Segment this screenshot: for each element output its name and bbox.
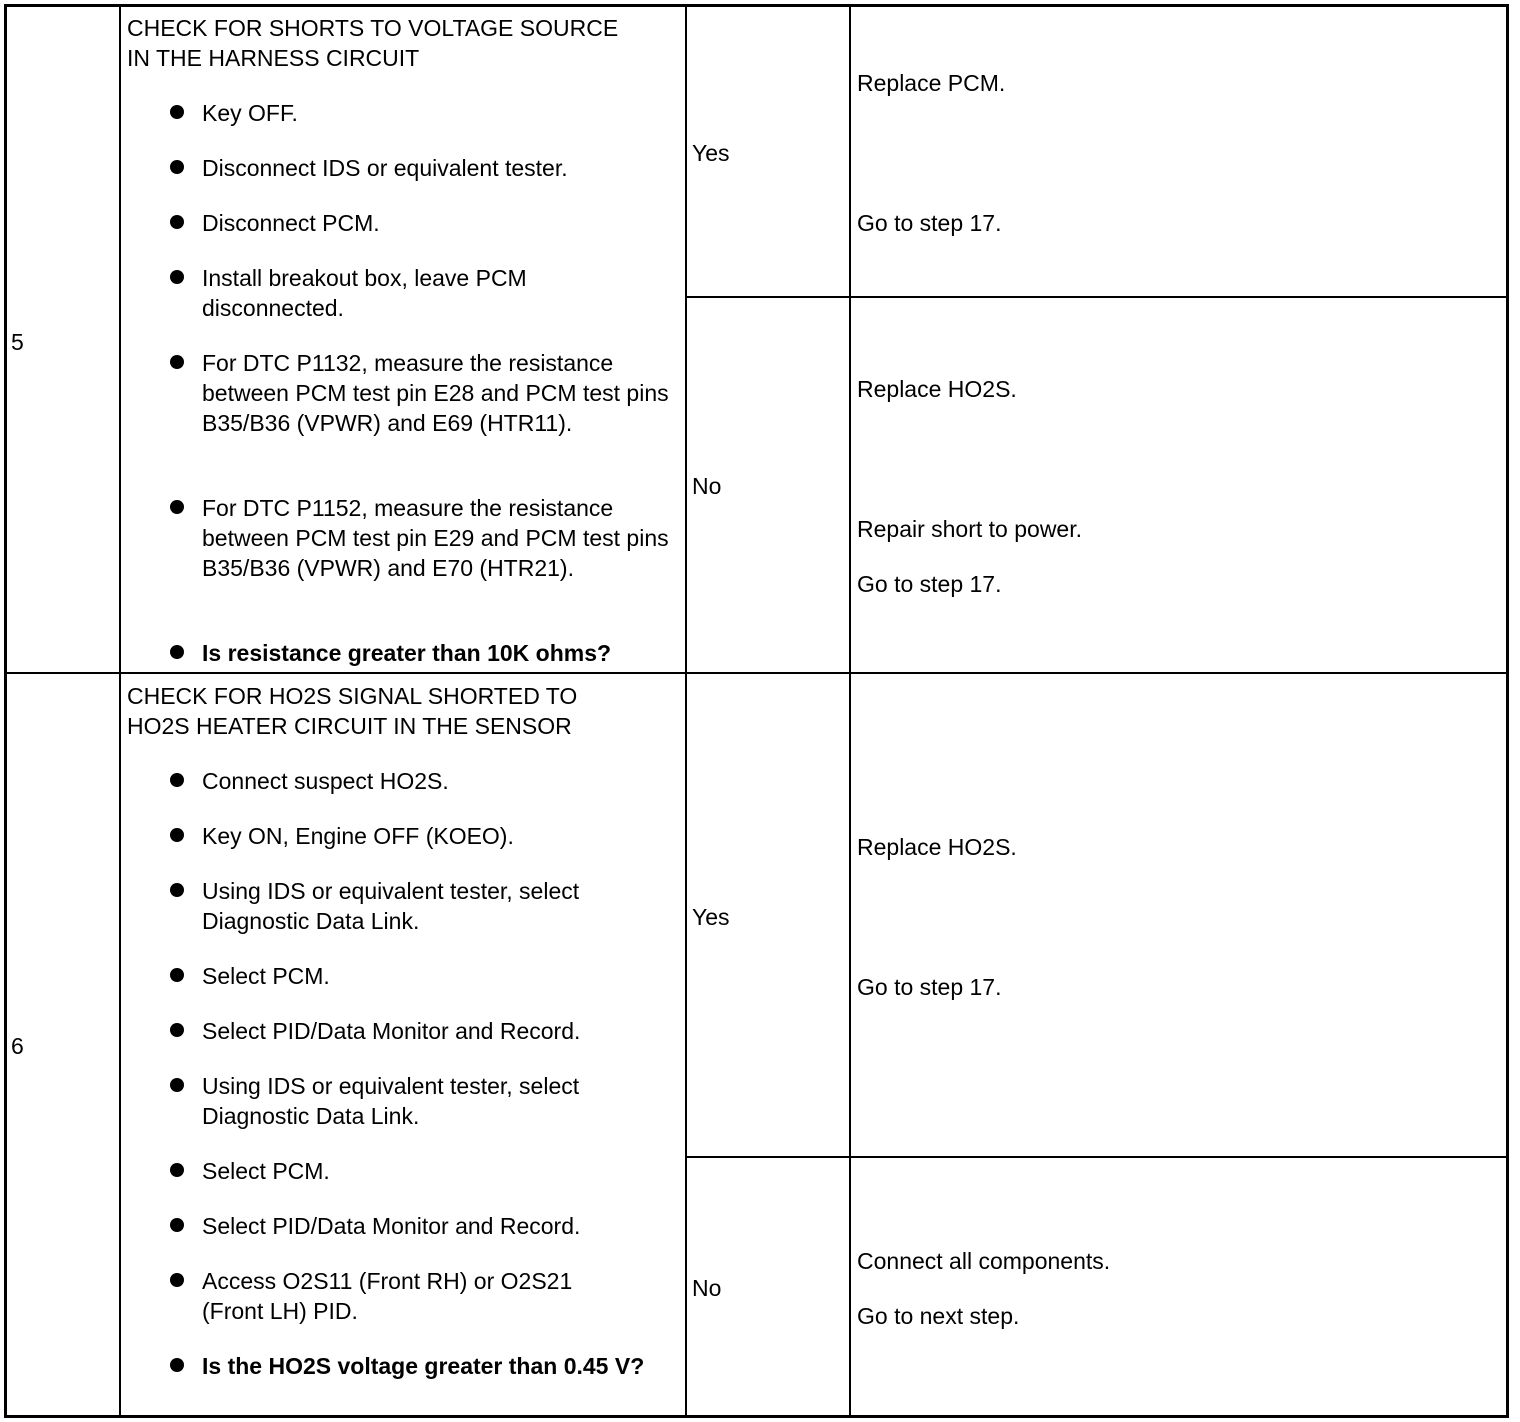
action-item: Using IDS or equivalent tester, select Diagnostic Data Link.: [202, 876, 632, 936]
step-number: 6: [11, 1033, 24, 1059]
row-divider-step5-6: [6, 672, 1506, 674]
action-item: Select PID/Data Monitor and Record.: [202, 1211, 672, 1241]
result-text: Go to step 17.: [857, 974, 1002, 1000]
column-divider-action: [685, 6, 687, 1416]
result-text: Replace PCM.: [857, 70, 1006, 96]
action-item: Connect suspect HO2S.: [202, 766, 672, 796]
result-text: Go to next step.: [857, 1303, 1020, 1329]
action-question: Is the HO2S voltage greater than 0.45 V?: [202, 1351, 662, 1381]
action-item: Disconnect PCM.: [202, 208, 672, 238]
action-item: For DTC P1132, measure the resistance between PCM test pin E28 and PCM test pins B35/B36 (VPWR) and E69 (HTR11).: [202, 348, 672, 438]
result-text: Go to step 17.: [857, 571, 1002, 597]
step-number: 5: [11, 329, 24, 355]
column-divider-result: [849, 6, 851, 1416]
action-question: Is resistance greater than 10K ohms?: [202, 638, 672, 668]
step-title: [127, 13, 677, 73]
row-divider-step5-yes-no: [685, 296, 1506, 298]
action-item: Select PCM.: [202, 961, 672, 991]
no-label: No: [692, 1275, 722, 1301]
result-text: Replace HO2S.: [857, 834, 1017, 860]
action-item: Using IDS or equivalent tester, select Diagnostic Data Link.: [202, 1071, 632, 1131]
action-item: For DTC P1152, measure the resistance between PCM test pin E29 and PCM test pins B35/B36 (VPWR) and E70 (HTR21).: [202, 493, 672, 583]
action-item: Install breakout box, leave PCM disconnected.: [202, 263, 582, 323]
action-item: Select PCM.: [202, 1156, 672, 1186]
row-divider-step6-yes-no: [685, 1156, 1506, 1158]
result-text: Repair short to power.: [857, 516, 1083, 542]
result-text: Connect all components.: [857, 1248, 1111, 1274]
action-item: Key ON, Engine OFF (KOEO).: [202, 821, 672, 851]
action-item: Key OFF.: [202, 98, 672, 128]
action-item: Select PID/Data Monitor and Record.: [202, 1016, 672, 1046]
yes-label: Yes: [692, 140, 730, 166]
yes-label: Yes: [692, 904, 730, 930]
result-text: Replace HO2S.: [857, 376, 1017, 402]
action-item: Access O2S11 (Front RH) or O2S21 (Front LH) PID.: [202, 1266, 622, 1326]
step-title-line: CHECK FOR SHORTS TO VOLTAGE SOURCE: [127, 15, 619, 41]
step-title-line: HO2S HEATER CIRCUIT IN THE SENSOR: [127, 713, 572, 739]
column-divider-step: [119, 6, 121, 1416]
step-title-line: CHECK FOR HO2S SIGNAL SHORTED TO: [127, 683, 578, 709]
action-item: Disconnect IDS or equivalent tester.: [202, 153, 672, 183]
no-label: No: [692, 473, 722, 499]
step-title-line: IN THE HARNESS CIRCUIT: [127, 45, 420, 71]
result-text: Go to step 17.: [857, 210, 1002, 236]
step-title: [127, 681, 677, 741]
